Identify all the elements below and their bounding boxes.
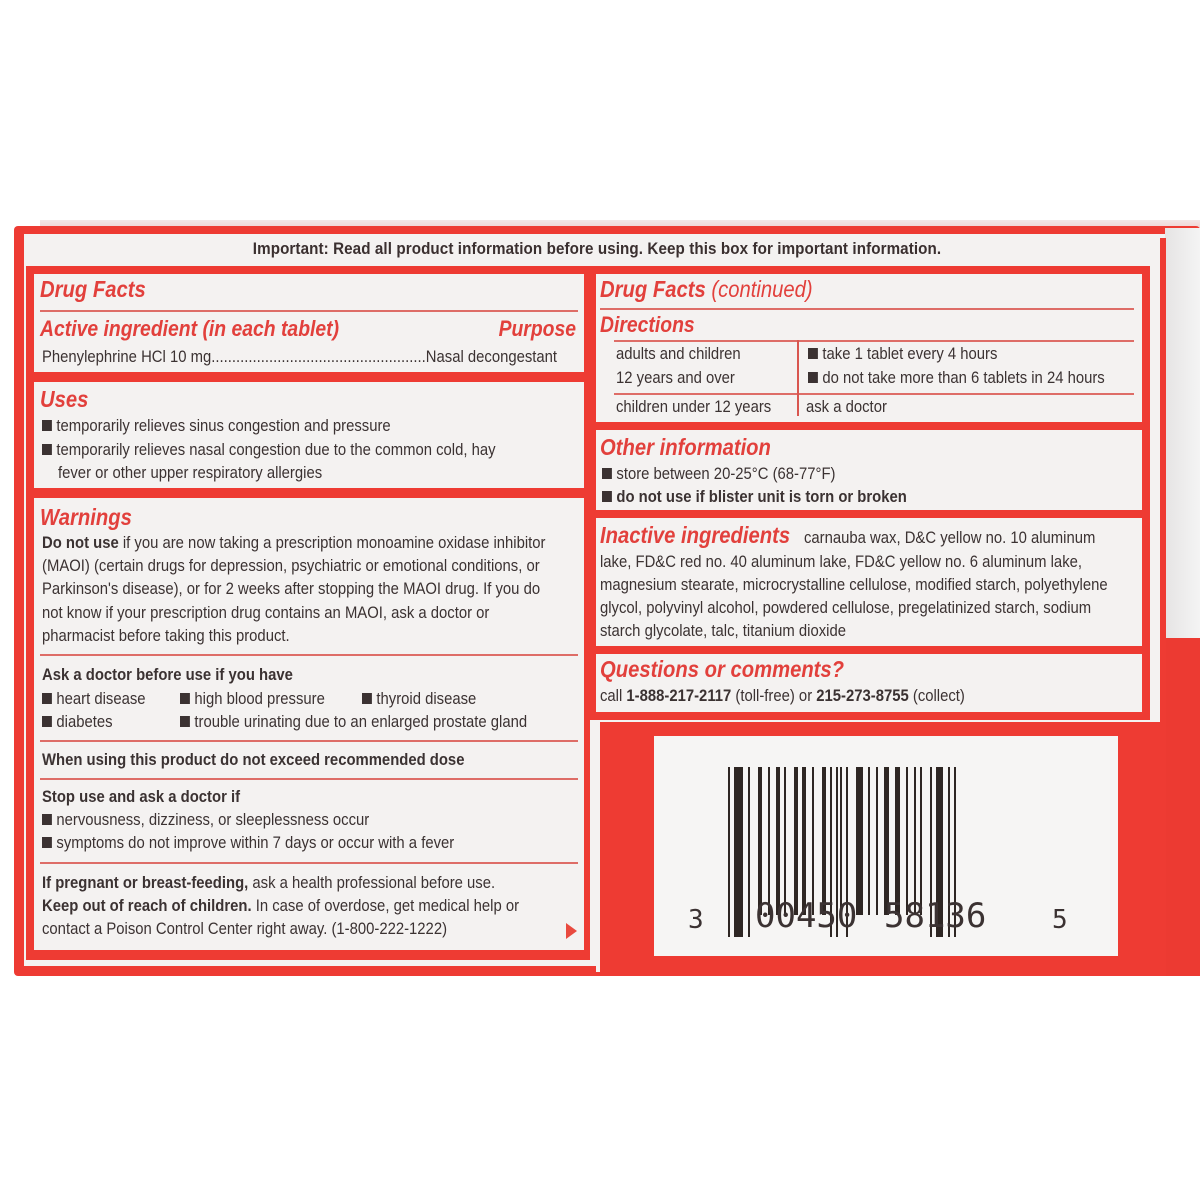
condition-item: high blood pressure	[180, 688, 325, 711]
barcode-leading-digit: 3	[688, 905, 704, 935]
bullet-icon	[42, 837, 52, 848]
active-ingredient-section	[34, 274, 584, 372]
other-information-section	[596, 430, 1142, 510]
do-not-use-line: Parkinson's disease), or for 2 weeks after stopping the MAOI drug. If you do	[42, 580, 541, 598]
bullet-icon	[180, 693, 190, 704]
stop-use-item: nervousness, dizziness, or sleeplessness occur	[42, 809, 369, 832]
inactive-line: glycol, polyvinyl alcohol, powdered cellulose, pregelatinized starch, sodium	[600, 599, 1092, 617]
inactive-line: lake, FD&C red no. 40 aluminum lake, FD&C yellow no. 6 aluminum lake,	[600, 553, 1083, 571]
uses-heading: Uses	[40, 386, 89, 412]
divider	[40, 778, 578, 780]
questions-contact: call 1-888-217-2117 (toll-free) or 215-273-8755 (collect)	[600, 687, 965, 705]
directions-who: 12 years and over	[616, 369, 735, 387]
stop-use-item: symptoms do not improve within 7 days or occur with a fever	[42, 832, 454, 855]
do-not-use-line: pharmacist before taking this product.	[42, 627, 290, 645]
directions-who: adults and children	[616, 345, 741, 363]
warnings-heading: Warnings	[40, 504, 132, 530]
important-notice: Important: Read all product information before using. Keep this box for important information.	[252, 240, 942, 258]
ask-doctor-heading: Ask a doctor before use if you have	[42, 666, 293, 684]
poison-control-text: contact a Poison Control Center right away. (1-800-222-1222)	[42, 920, 448, 938]
questions-heading: Questions or comments?	[600, 656, 845, 682]
do-not-use-line: (MAOI) (certain drugs for depression, psychiatric or emotional conditions, or	[42, 557, 540, 575]
other-information-heading: Other information	[600, 434, 771, 460]
divider	[40, 740, 578, 742]
active-ingredient-heading: Active ingredient (in each tablet)	[40, 316, 340, 341]
divider	[40, 862, 578, 864]
directions-dose: do not take more than 6 tablets in 24 hours	[808, 367, 1105, 390]
collect-number: 215-273-8755	[816, 687, 909, 705]
ingredient-purpose: Nasal decongestant	[425, 348, 558, 366]
barcode-right-group: 58136	[884, 896, 987, 936]
pregnancy-warning: If pregnant or breast-feeding, ask a health professional before use.	[42, 874, 496, 892]
divider	[600, 308, 1134, 310]
bullet-icon	[42, 444, 52, 455]
directions-dose: take 1 tablet every 4 hours	[808, 343, 997, 366]
toll-free-number: 1-888-217-2117	[626, 687, 732, 705]
condition-item: diabetes	[42, 711, 113, 734]
bullet-icon	[808, 348, 818, 359]
when-using-text: When using this product do not exceed recommended dose	[42, 751, 465, 769]
bullet-icon	[602, 468, 612, 479]
uses-item: temporarily relieves nasal congestion due to the common cold, hay	[42, 439, 496, 462]
bullet-icon	[180, 716, 190, 727]
ingredient-name: Phenylephrine HCl 10 mg	[42, 348, 212, 366]
directions-dose: ask a doctor	[806, 398, 887, 416]
table-divider	[614, 340, 1134, 342]
divider	[40, 654, 578, 656]
inactive-line: magnesium stearate, microcrystalline cellulose, modified starch, polyethylene	[600, 576, 1108, 594]
barcode-check-digit: 5	[1052, 905, 1068, 935]
inactive-ingredients-first-line	[600, 522, 816, 549]
bullet-icon	[362, 693, 372, 704]
bullet-icon	[602, 491, 612, 502]
purpose-heading: Purpose	[498, 316, 576, 341]
warnings-section	[34, 498, 584, 950]
bullet-icon	[42, 716, 52, 727]
uses-item-continued: fever or other upper respiratory allergies	[58, 464, 323, 482]
drug-facts-continued-title: Drug Facts (continued)	[600, 276, 813, 302]
continue-arrow-icon	[566, 923, 577, 939]
table-column-divider	[797, 340, 799, 416]
box-side-flap-red	[1166, 638, 1200, 976]
inactive-ingredients-section	[596, 518, 1142, 646]
bullet-icon	[42, 420, 52, 431]
bullet-icon	[42, 693, 52, 704]
condition-item: trouble urinating due to an enlarged prostate gland	[180, 711, 527, 734]
keep-out-warning: Keep out of reach of children. In case of overdose, get medical help or	[42, 897, 520, 915]
do-not-use-line: not know if your prescription drug contains an MAOI, ask a doctor or	[42, 604, 490, 622]
divider	[40, 310, 578, 312]
directions-heading: Directions	[600, 312, 695, 337]
directions-section	[596, 274, 1142, 422]
dot-leader: ....................................................	[211, 348, 426, 366]
inactive-line: carnauba wax, D&C yellow no. 10 aluminum	[804, 529, 1096, 547]
box-side-flap	[1165, 228, 1200, 638]
barcode-left-group: 00450	[755, 896, 858, 936]
bullet-icon	[808, 372, 818, 383]
bullet-icon	[42, 814, 52, 825]
inactive-ingredients-heading: Inactive ingredients	[600, 522, 791, 548]
barcode-area-edge	[596, 722, 600, 972]
other-info-item: store between 20-25°C (68-77°F)	[602, 463, 835, 486]
active-ingredient-row	[42, 346, 573, 369]
uses-item: temporarily relieves sinus congestion and pressure	[42, 415, 391, 438]
other-info-item: do not use if blister unit is torn or broken	[602, 486, 907, 509]
condition-item: heart disease	[42, 688, 146, 711]
questions-section	[596, 654, 1142, 712]
drug-facts-title: Drug Facts	[40, 276, 146, 302]
inactive-line: starch glycolate, talc, titanium dioxide	[600, 622, 846, 640]
uses-section	[34, 382, 584, 488]
directions-who: children under 12 years	[616, 398, 772, 416]
condition-item: thyroid disease	[362, 688, 476, 711]
do-not-use-line: Do not use if you are now taking a prescription monoamine oxidase inhibitor	[42, 534, 546, 552]
table-divider	[614, 393, 1134, 395]
stop-use-heading: Stop use and ask a doctor if	[42, 788, 241, 806]
